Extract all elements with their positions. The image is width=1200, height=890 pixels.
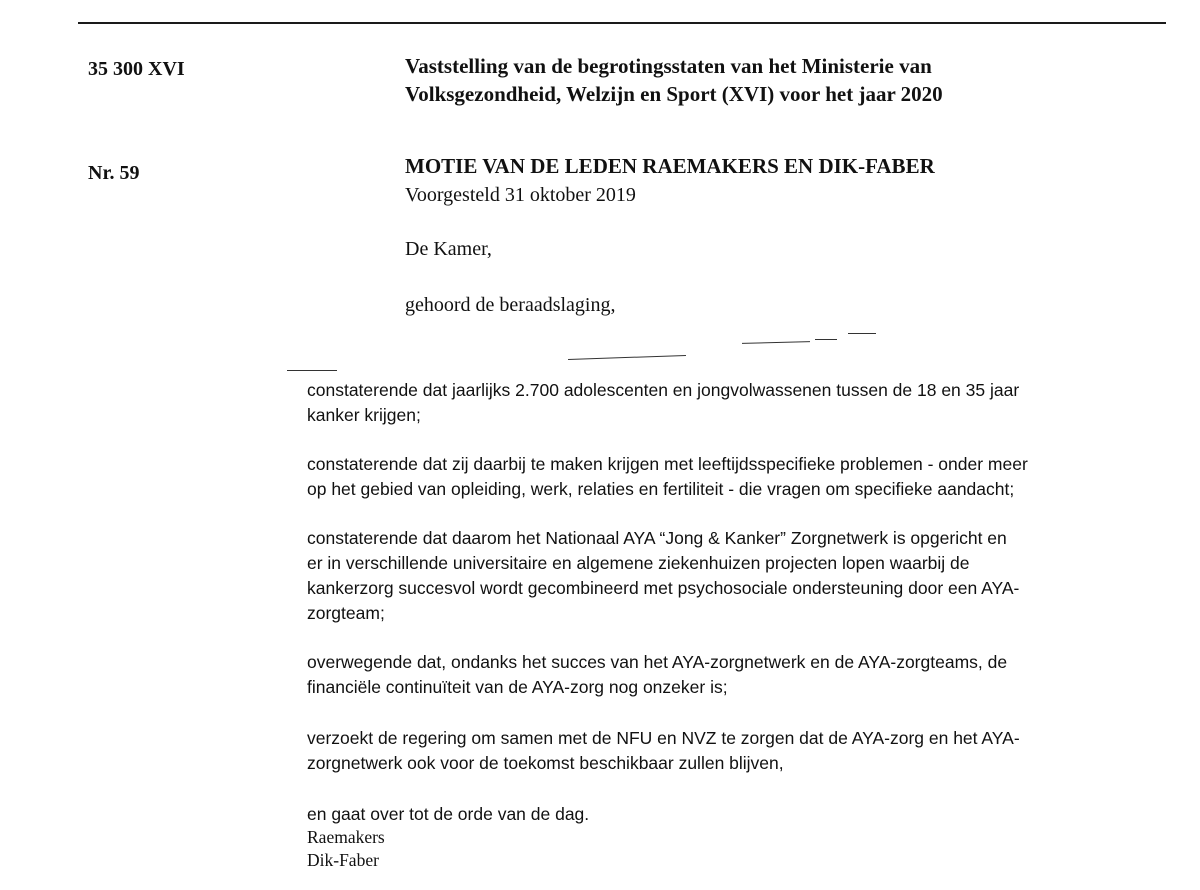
paragraph-line: constaterende dat jaarlijks 2.700 adolescenten en jongvolwassenen tussen de 18 en 35 jaar — [307, 380, 1020, 400]
paragraph — [307, 526, 1087, 626]
paragraph-line: kankerzorg succesvol wordt gecombineerd met psychosociale ondersteuning door een AYA- — [307, 578, 1020, 598]
scan-stroke — [815, 339, 837, 340]
item-number: Nr. 59 — [88, 162, 140, 184]
paragraph-line: constaterende dat daarom het Nationaal AYA “Jong & Kanker” Zorgnetwerk is opgericht en — [307, 528, 1007, 548]
paragraph — [307, 452, 1087, 502]
paragraph-line: financiële continuïteit van de AYA-zorg nog onzeker is; — [307, 677, 728, 697]
scan-stroke — [848, 333, 876, 334]
proposed-date: Voorgesteld 31 oktober 2019 — [405, 184, 636, 206]
scan-stroke — [568, 355, 686, 360]
paragraph-line: op het gebied van opleiding, werk, relaties en fertiliteit - die vragen om specifieke aandacht; — [307, 479, 1015, 499]
paragraph-line: zorgnetwerk ook voor de toekomst beschikbaar zullen blijven, — [307, 753, 784, 773]
paragraph-line: constaterende dat zij daarbij te maken krijgen met leeftijdsspecifieke problemen - onder meer — [307, 454, 1028, 474]
motion-body — [307, 378, 1087, 827]
document-title — [405, 52, 943, 108]
signatory: Raemakers — [307, 827, 385, 847]
paragraph-line: overwegende dat, ondanks het succes van het AYA-zorgnetwerk en de AYA-zorgteams, de — [307, 652, 1008, 672]
document-title-line: Vaststelling van de begrotingsstaten van het Ministerie van — [405, 54, 932, 78]
scan-stroke — [287, 370, 337, 371]
dossier-number: 35 300 XVI — [88, 58, 185, 80]
paragraph-line: zorgteam; — [307, 603, 385, 623]
paragraph — [307, 650, 1087, 700]
salutation: De Kamer, — [405, 238, 492, 260]
top-rule — [78, 22, 1166, 24]
preamble: gehoord de beraadslaging, — [405, 294, 616, 316]
document-title-line: Volksgezondheid, Welzijn en Sport (XVI) voor het jaar 2020 — [405, 82, 943, 106]
closing-line: en gaat over tot de orde van de dag. — [307, 804, 590, 824]
paragraph — [307, 378, 1087, 428]
paragraph-line: verzoekt de regering om samen met de NFU en NVZ te zorgen dat de AYA-zorg en het AYA- — [307, 728, 1020, 748]
scan-stroke — [742, 341, 810, 344]
paragraph-line: er in verschillende universitaire en algemene ziekenhuizen projecten lopen waarbij de — [307, 553, 970, 573]
paragraph-line: kanker krijgen; — [307, 405, 421, 425]
signatory: Dik-Faber — [307, 850, 379, 870]
paragraph — [307, 726, 1087, 776]
signatories — [307, 826, 385, 872]
motion-title: MOTIE VAN DE LEDEN RAEMAKERS EN DIK-FABER — [405, 154, 935, 178]
